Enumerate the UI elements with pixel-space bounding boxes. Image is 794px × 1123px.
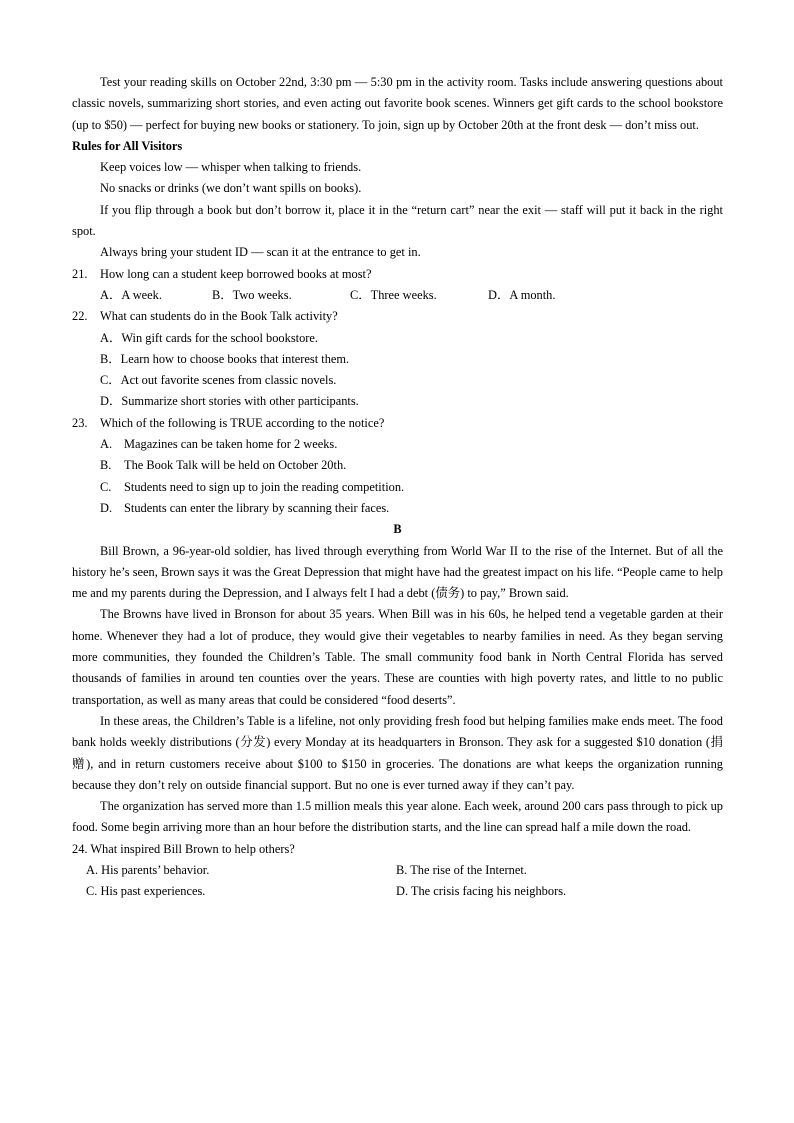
- option-text: Students can enter the library by scanning their faces.: [124, 500, 390, 515]
- question-stem: How long can a student keep borrowed books at most?: [100, 266, 372, 281]
- option-text: Students need to sign up to join the reading competition.: [124, 479, 405, 494]
- question-21: [72, 264, 723, 285]
- question-number: 22.: [72, 309, 88, 324]
- option-b: B. The rise of the Internet.: [396, 862, 527, 877]
- question-24-options-row: [72, 881, 723, 902]
- passage-b-paragraph: Bill Brown, a 96-year-old soldier, has lived through everything from World War II to the rise of the Internet. But of all the history he’s seen, Brown says it was the Great Depression that might have had the greatest impact on his life. “People came to help me and my parents during the Depression, and I always felt I had a debt (债务) to pay,” Brown said.: [72, 543, 723, 601]
- option-letter: B.: [100, 458, 112, 473]
- question-number: 23.: [72, 415, 88, 430]
- option-letter: A.: [100, 437, 113, 452]
- document-content: [72, 72, 723, 903]
- option-d: D．A month.: [488, 287, 556, 302]
- question-24-options-row: [72, 860, 723, 881]
- option-c: C. His past experiences.: [86, 884, 206, 899]
- question-21-options: [72, 285, 723, 306]
- option-a: A．A week.: [100, 287, 162, 302]
- option-a: A. His parents’ behavior.: [86, 862, 210, 877]
- rule-item: No snacks or drinks (we don’t want spills on books).: [100, 181, 362, 196]
- option-d: D．Summarize short stories with other participants.: [100, 394, 359, 409]
- option-d: [72, 498, 723, 519]
- passage-b-paragraph: The Browns have lived in Bronson for about 35 years. When Bill was in his 60s, he helped tend a vegetable garden at their home. Whenever they had a lot of produce, they would give their vegetables to nearby families in need. As they began serving more communities, they founded the Children’s Table. The small community food bank in North Central Florida has served thousands of families in around ten counties over the years. These are counties with high poverty rates, and little to no public transportation, as well as many areas that could be considered “food deserts”.: [72, 607, 723, 707]
- option-c: [72, 477, 723, 498]
- option-a: [72, 434, 723, 455]
- question-number: 21.: [72, 266, 88, 281]
- option-c: C．Act out favorite scenes from classic novels.: [100, 373, 337, 388]
- option-b: B．Two weeks.: [212, 287, 292, 302]
- competition-paragraph: Test your reading skills on October 22nd, 3:30 pm — 5:30 pm in the activity room. Tasks include answering questions about classic novels, summarizing short stories, and even acting out favorite book scenes. Winners get gift cards to the school bookstore (up to $50) — perfect for buying new books or stationery. To join, sign up by October 20th at the front desk — don’t miss out.: [72, 75, 723, 132]
- question-22: [72, 306, 723, 327]
- option-b: B．Learn how to choose books that interest them.: [100, 351, 350, 366]
- rule-item: Keep voices low — whisper when talking to friends.: [100, 160, 362, 175]
- option-a: A．Win gift cards for the school bookstore.: [100, 330, 319, 345]
- option-c: C．Three weeks.: [350, 287, 437, 302]
- option-b: [72, 455, 723, 476]
- question-23: [72, 413, 723, 434]
- rule-item: Always bring your student ID — scan it at the entrance to get in.: [100, 245, 421, 260]
- rules-heading: Rules for All Visitors: [72, 138, 183, 153]
- option-d: D. The crisis facing his neighbors.: [396, 884, 567, 899]
- passage-b-paragraph: In these areas, the Children’s Table is a lifeline, not only providing fresh food but helping families make ends meet. The food bank holds weekly distributions (分发) every Monday at its headquarters in Bronson. They ask for a suggested $10 donation (捐赠), and in return customers receive about $100 to $150 in groceries. The donations are what keeps the organization running because they don’t rely on outside financial support. But no one is ever turned away if they can’t pay.: [72, 713, 723, 792]
- rule-item: If you flip through a book but don’t borrow it, place it in the “return cart” near the exit — staff will put it back in the right spot.: [72, 202, 723, 239]
- question-24-stem: 24. What inspired Bill Brown to help others?: [72, 841, 295, 856]
- question-stem: What can students do in the Book Talk activity?: [100, 309, 338, 324]
- option-letter: D.: [100, 500, 113, 515]
- option-letter: C.: [100, 479, 112, 494]
- option-text: The Book Talk will be held on October 20th.: [124, 458, 347, 473]
- section-b-heading: B: [393, 522, 402, 537]
- passage-b-paragraph: The organization has served more than 1.5 million meals this year alone. Each week, around 200 cars pass through to pick up food. Some begin arriving more than an hour before the distribution starts, and the line can spread half a mile down the road.: [72, 799, 723, 835]
- option-text: Magazines can be taken home for 2 weeks.: [124, 437, 338, 452]
- question-stem: Which of the following is TRUE according to the notice?: [100, 415, 385, 430]
